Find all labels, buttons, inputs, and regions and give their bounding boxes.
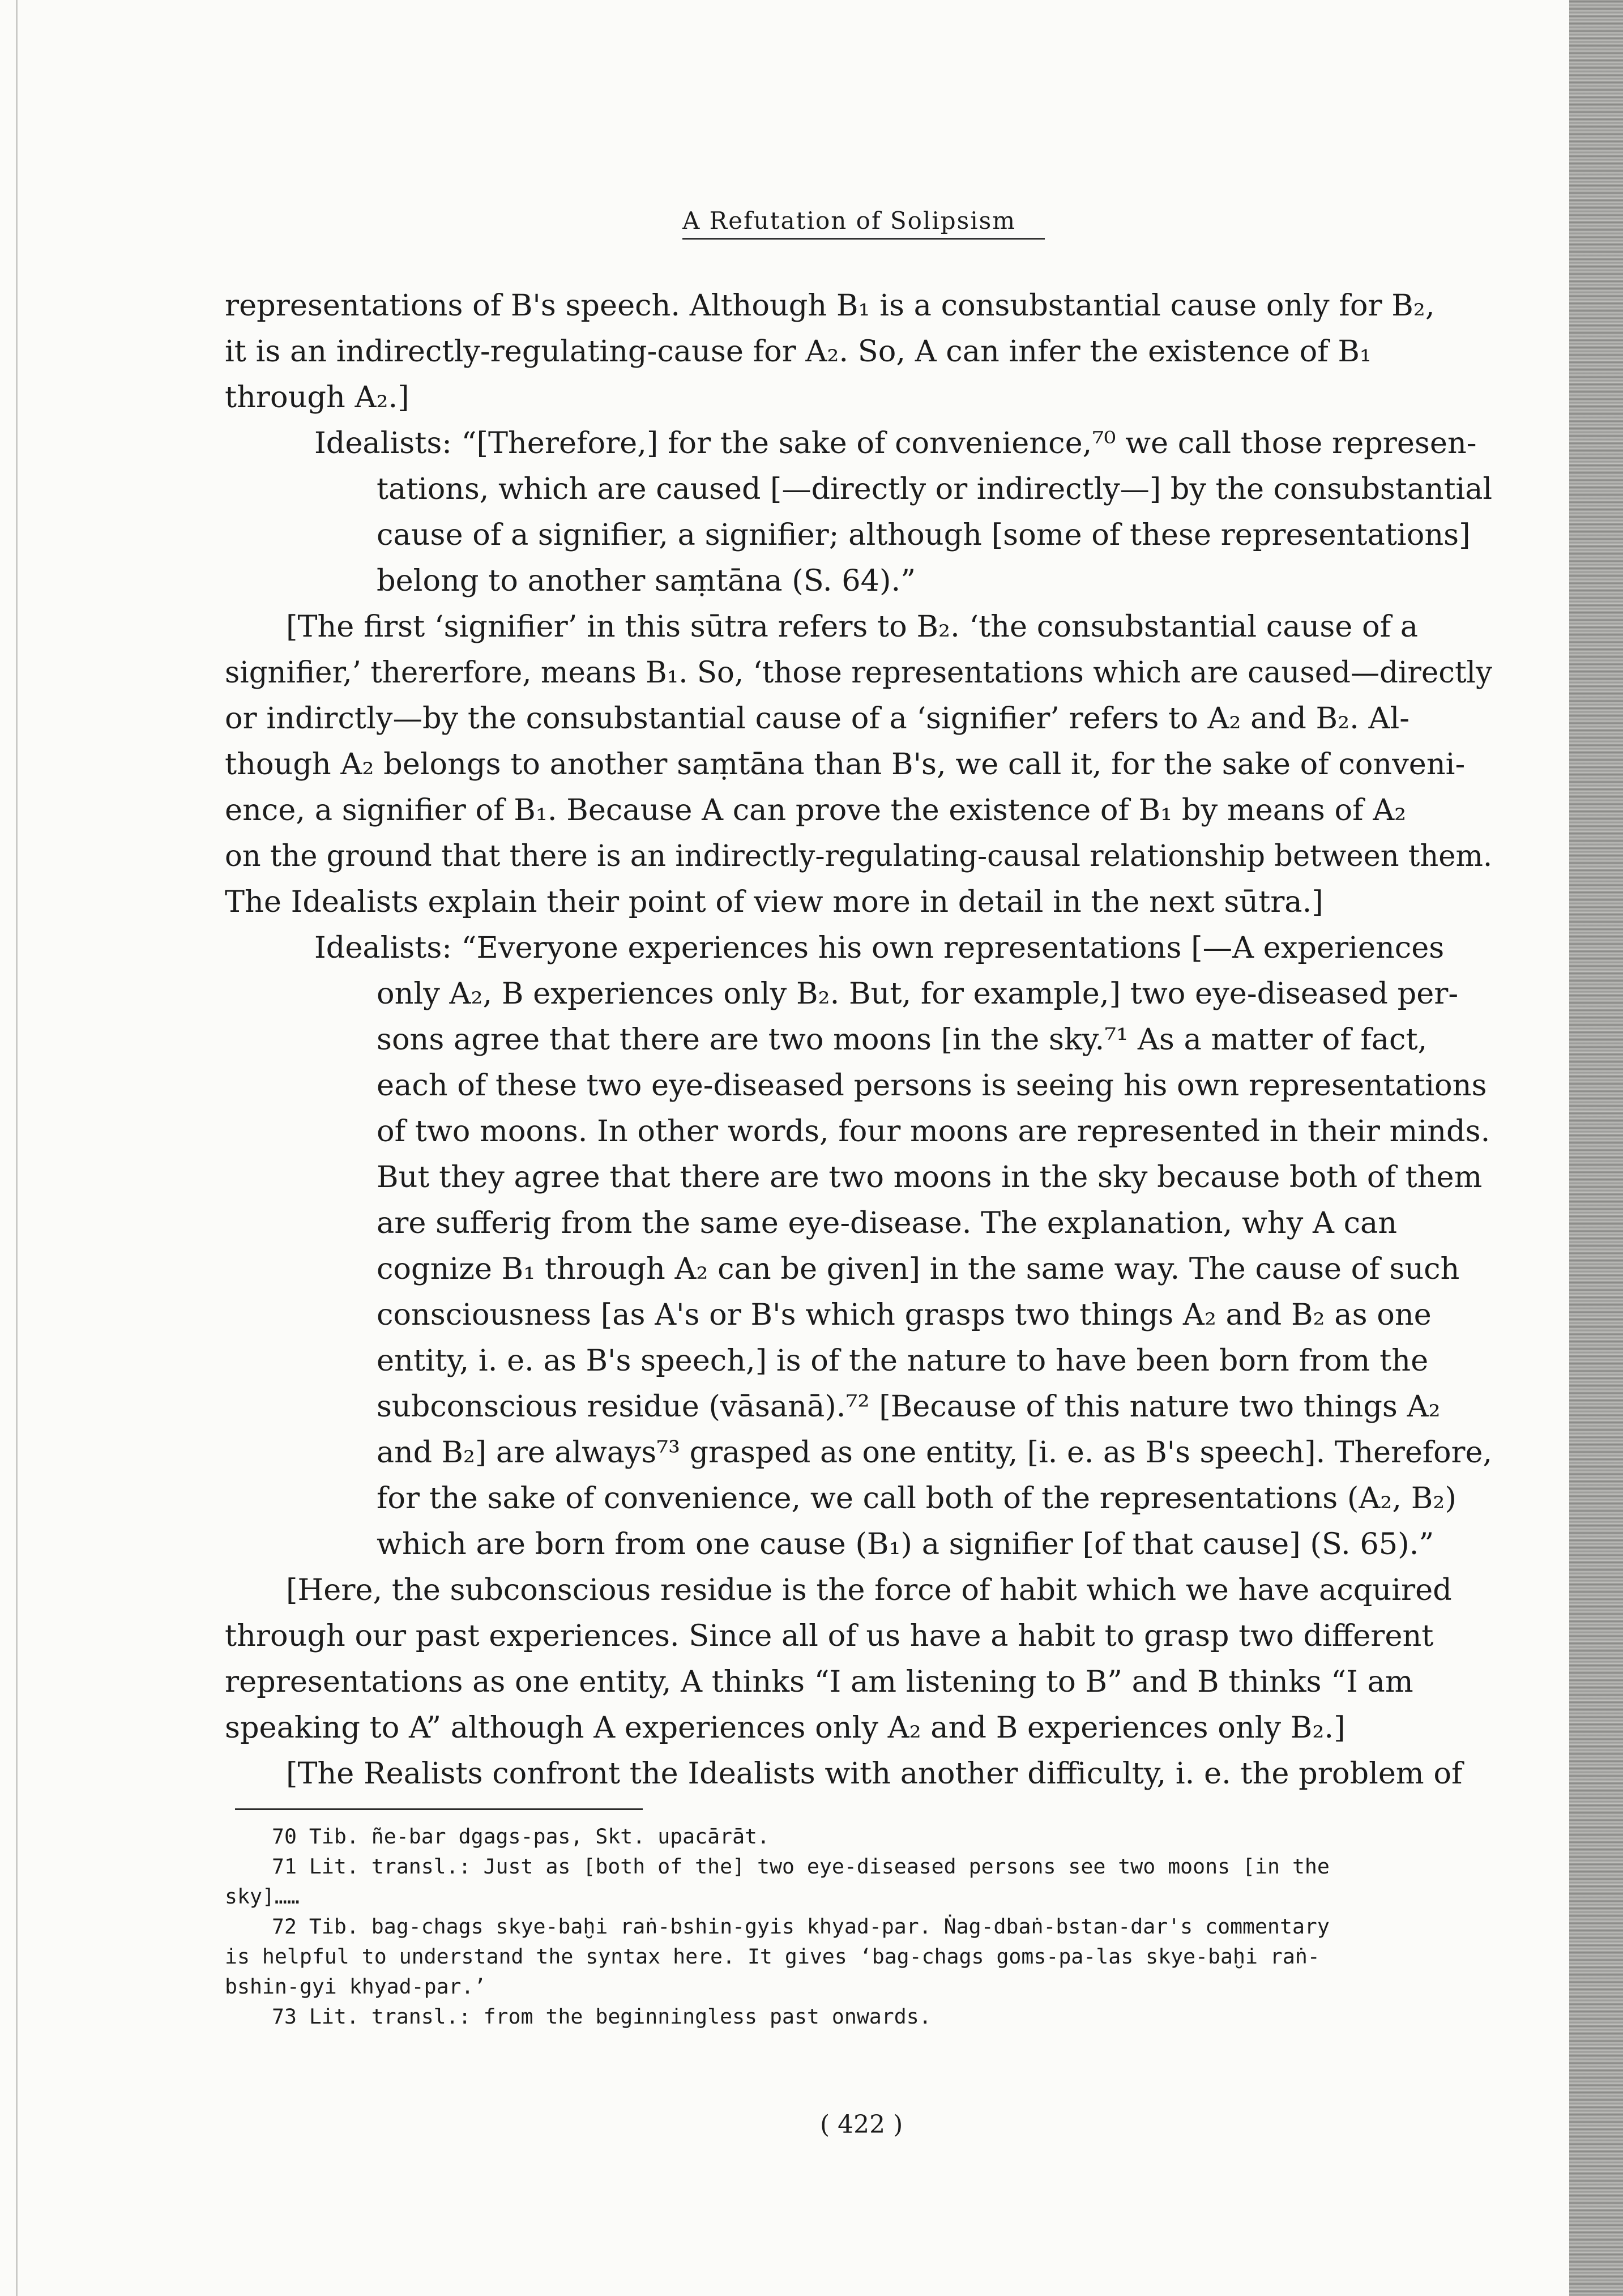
- body-line: only A₂, B experiences only B₂. But, for example,] two eye-diseased per-: [377, 976, 1459, 1011]
- body-line: tations, which are caused [—directly or indirectly—] by the consubstantial: [377, 472, 1493, 506]
- footnote-line: is helpful to understand the syntax here. It gives ‘bag-chags goms-pa-las skye-baḫi raṅ-: [225, 1944, 1320, 1969]
- body-line: through our past experiences. Since all of us have a habit to grasp two different: [225, 1619, 1434, 1653]
- running-header: A Refutation of Solipsism: [682, 205, 1045, 240]
- body-line: consciousness [as A's or B's which grasps two things A₂ and B₂ as one: [377, 1298, 1432, 1332]
- body-line: through A₂.]: [225, 380, 409, 415]
- body-line: The Idealists explain their point of view more in detail in the next sūtra.]: [225, 885, 1323, 919]
- body-line: though A₂ belongs to another saṃtāna than B's, we call it, for the sake of conveni-: [225, 747, 1466, 782]
- body-line: or indirctly—by the consubstantial cause of a ‘signifier’ refers to A₂ and B₂. Al-: [225, 701, 1410, 736]
- footnote-line: sky]……: [225, 1884, 300, 1909]
- body-line: each of these two eye-diseased persons is seeing his own representations: [377, 1068, 1487, 1103]
- body-line: of two moons. In other words, four moons are represented in their minds.: [377, 1114, 1490, 1149]
- body-line: belong to another saṃtāna (S. 64).”: [377, 564, 916, 598]
- body-line: for the sake of convenience, we call both of the representations (A₂, B₂): [377, 1481, 1457, 1516]
- body-line: are sufferig from the same eye-disease. The explanation, why A can: [377, 1206, 1398, 1240]
- body-line: Idealists: “[Therefore,] for the sake of convenience,⁷⁰ we call those represen-: [314, 426, 1477, 460]
- page-number: ( 422 ): [820, 2110, 903, 2139]
- footnote-rule: [235, 1808, 643, 1810]
- body-line: cause of a signifier, a signifier; although [some of these representations]: [377, 518, 1471, 552]
- body-line: [The Realists confront the Idealists with another difficulty, i. e. the problem of: [286, 1756, 1463, 1791]
- body-line: it is an indirectly-regulating-cause for A₂. So, A can infer the existence of B₁: [225, 334, 1372, 369]
- body-line: cognize B₁ through A₂ can be given] in the same way. The cause of such: [377, 1252, 1460, 1286]
- body-line: sons agree that there are two moons [in the sky.⁷¹ As a matter of fact,: [377, 1022, 1428, 1057]
- body-line: on the ground that there is an indirectly-regulating-causal relationship between them.: [225, 839, 1493, 873]
- body-line: Idealists: “Everyone experiences his own representations [—A experiences: [314, 931, 1445, 965]
- body-line: ence, a signifier of B₁. Because A can prove the existence of B₁ by means of A₂: [225, 793, 1407, 827]
- footnote-line: 73 Lit. transl.: from the beginningless past onwards.: [272, 2004, 932, 2029]
- body-line: [The first ‘signifier’ in this sūtra refers to B₂. ‘the consubstantial cause of a: [286, 609, 1419, 644]
- footnote-line: 70 Tib. ñe-bar dgags-pas, Skt. upacārāt.: [272, 1824, 770, 1849]
- body-line: [Here, the subconscious residue is the force of habit which we have acquired: [286, 1573, 1452, 1607]
- body-line: entity, i. e. as B's speech,] is of the nature to have been born from the: [377, 1343, 1429, 1378]
- body-line: But they agree that there are two moons in the sky because both of them: [377, 1160, 1483, 1194]
- footnote-line: bshin-gyi khyad-par.’: [225, 1974, 486, 1999]
- body-line: subconscious residue (vāsanā).⁷² [Because of this nature two things A₂: [377, 1389, 1441, 1424]
- body-line: signifier,’ thererforе, means B₁. So, ‘those representations which are caused—directly: [225, 655, 1492, 690]
- body-line: and B₂] are always⁷³ grasped as one entity, [i. e. as B's speech]. Therefore,: [377, 1435, 1492, 1470]
- body-line: representations as one entity, A thinks “I am listening to B” and B thinks “I am: [225, 1665, 1413, 1699]
- body-line: which are born from one cause (B₁) a signifier [of that cause] (S. 65).”: [377, 1527, 1434, 1561]
- footnote-line: 71 Lit. transl.: Just as [both of the] two eye-diseased persons see two moons [in the: [272, 1854, 1330, 1879]
- footnote-line: 72 Tib. bag-chags skye-baḫi raṅ-bshin-gyis khyad-par. Ṅag-dbaṅ-bstan-dar's commentary: [272, 1914, 1330, 1939]
- scanned-binding-edge: [1569, 0, 1623, 2296]
- body-line: speaking to A” although A experiences only A₂ and B experiences only B₂.]: [225, 1710, 1346, 1745]
- scan-edge-line: [16, 0, 18, 2296]
- body-line: representations of B's speech. Although B₁ is a consubstantial cause only for B₂,: [225, 288, 1435, 323]
